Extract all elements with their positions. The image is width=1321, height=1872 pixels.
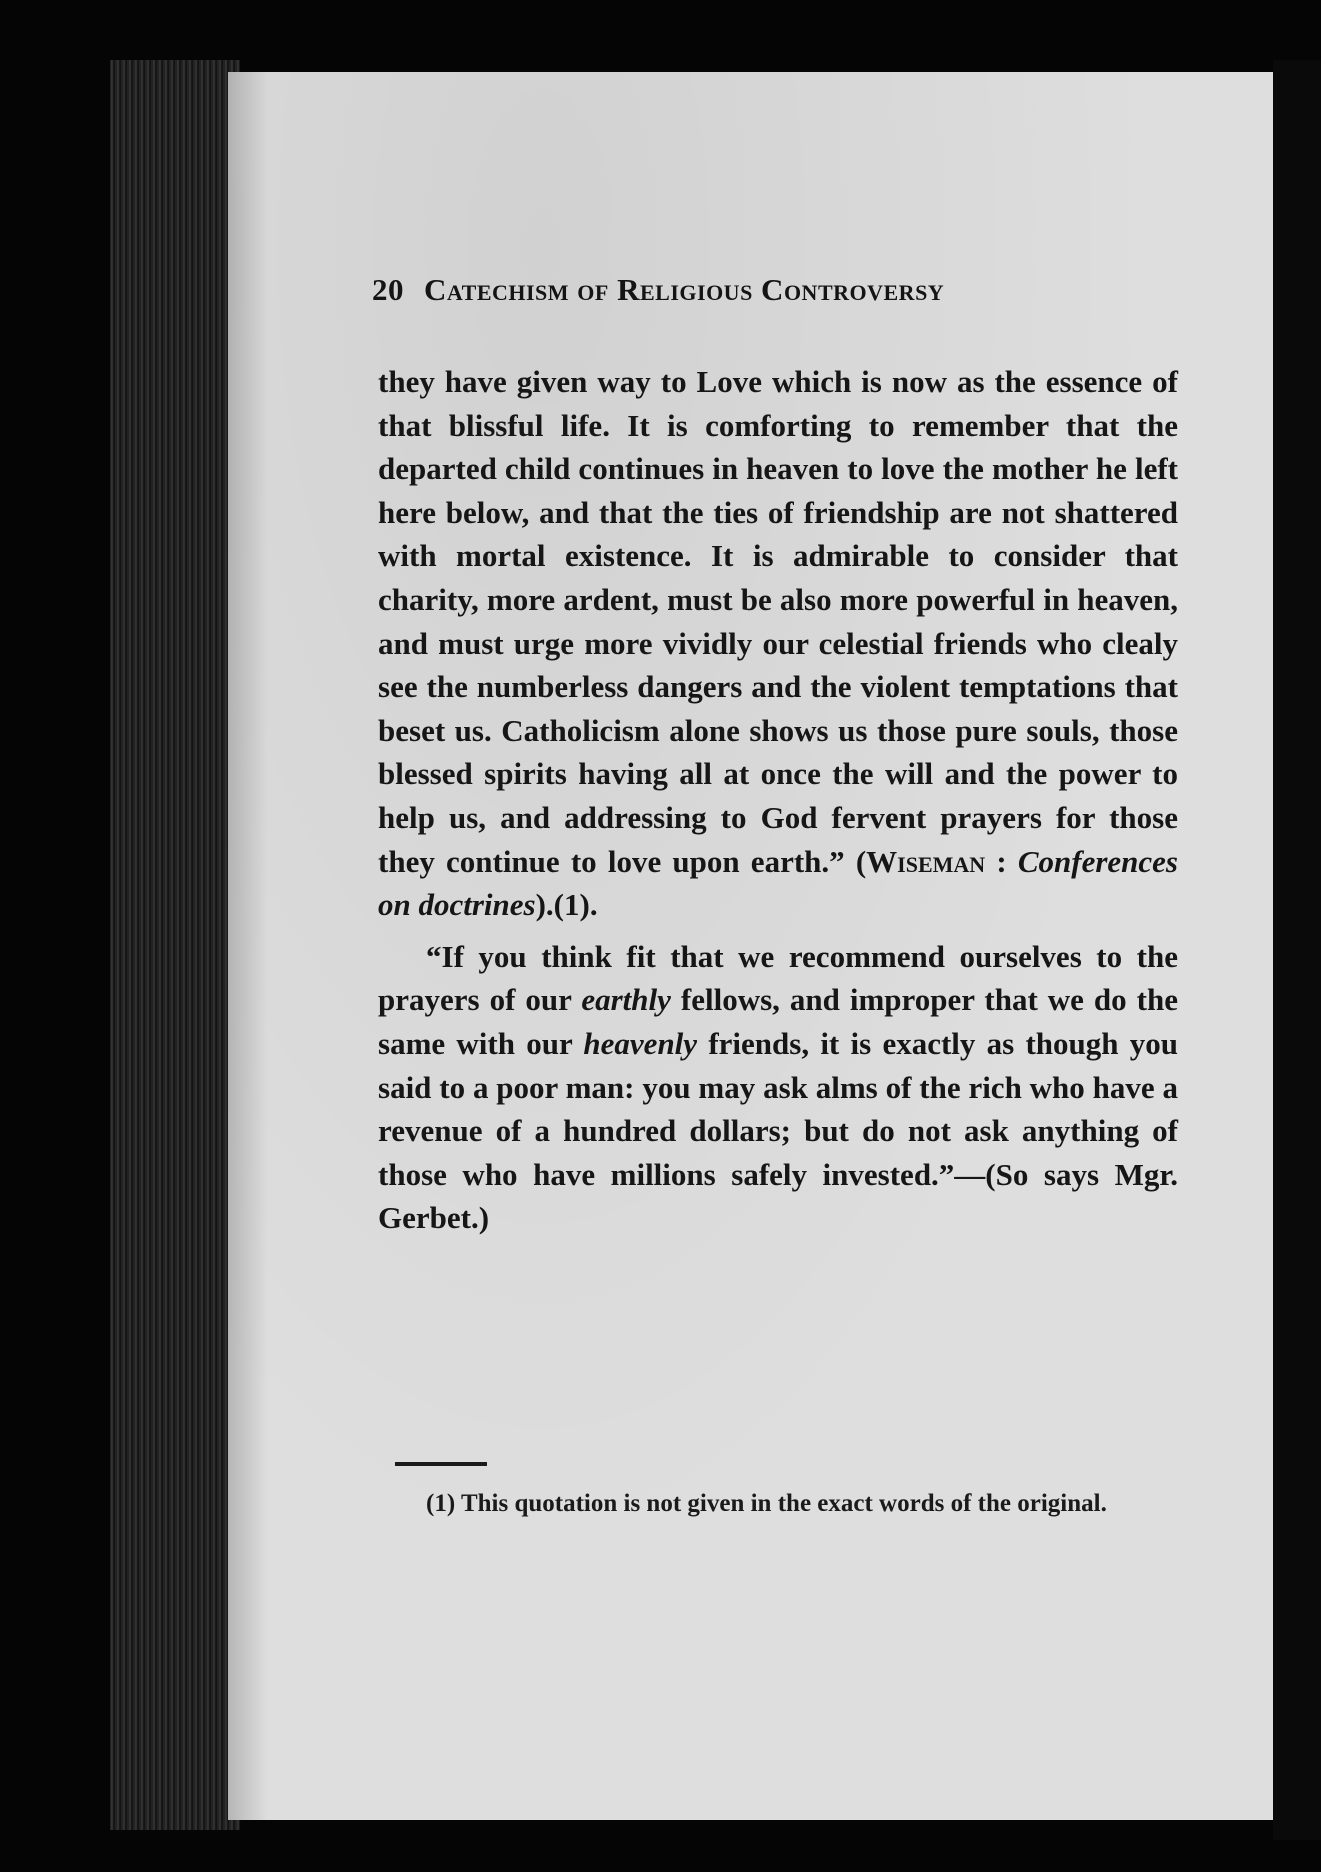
running-title: Catechism of Religious Controversy [424,272,945,307]
paragraph-2-part-3: friends, it is exactly as though you said to a poor man: you may ask alms of the rich who have a revenue of a hundred dollars; but do not ask anything of those who have millions safely invested.”—(So says Mgr. Gerbet.) [378,1025,1179,1236]
paragraph-2-part-1: “If you think fit that we recommend ourselves to the prayers of our [378,938,1178,1018]
paragraph-2-part-2: fellows, and improper that we do the same with our [378,982,1178,1061]
emphasis-earthly: earthly [581,982,671,1018]
citation-work-title: Conferences on doctrines [378,843,1178,923]
citation-author: Wiseman [866,843,986,879]
page-number: 20 [372,272,404,307]
right-gutter [1273,60,1321,1840]
footnote: (1) This quotation is not given in the exact words of the original. [426,1490,1107,1517]
paragraph-1-text: they have given way to Love which is now as the essence of that blissful life. It is comforting to remember that the departed child continues in heaven to love the mother he left here below, and that the ties of friendship are not shattered with mortal existence. It is admirable to consider that charity, more ardent, must be also more powerful in heaven, and must urge more vividly our celestial friends who clealy see the numberless dangers and the violent temptations that beset us. Catholicism alone shows us those pure souls, those blessed spirits having all at once the will and the power to help us, and addressing to God fervent prayers for those they continue to love upon earth.” ( [378,364,1178,879]
running-head [372,272,944,308]
emphasis-heavenly: heavenly [583,1025,698,1061]
body-text [378,360,1178,1240]
book-page-edges [110,60,240,1830]
citation-separator: : [985,843,1018,879]
footnote-rule [395,1462,487,1466]
citation-closing: ).(1). [535,887,598,923]
paragraph-2 [378,935,1178,1240]
paragraph-1 [378,360,1178,927]
